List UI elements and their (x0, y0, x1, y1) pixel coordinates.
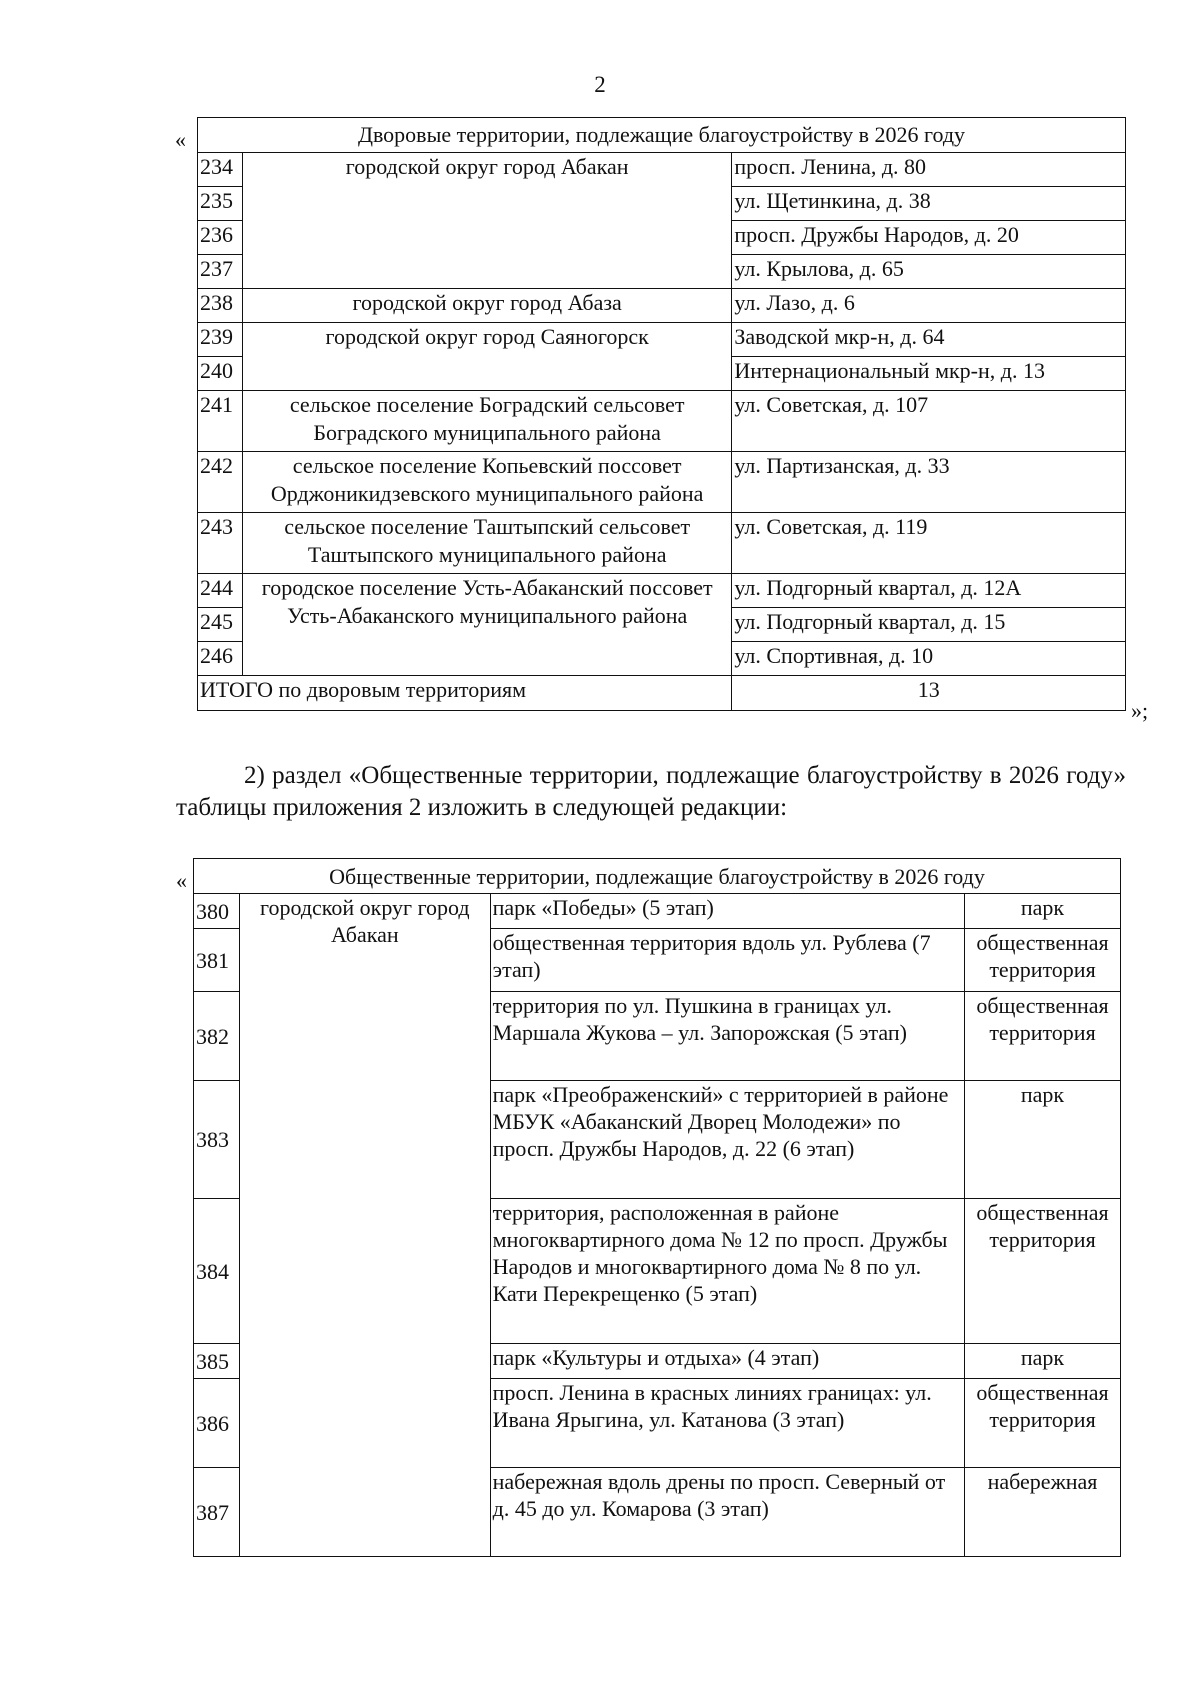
table-row (198, 452, 1126, 513)
row-number: 246 (198, 642, 243, 676)
total-value: 13 (732, 676, 1126, 711)
table-row (198, 153, 1126, 187)
municipality-cell: сельское поселение Копьевский поссовет Орджоникидзевского муниципального района (242, 452, 731, 513)
address-cell: просп. Дружбы Народов, д. 20 (732, 221, 1126, 255)
row-number: 239 (198, 323, 243, 357)
address-cell: ул. Щетинкина, д. 38 (732, 187, 1126, 221)
address-cell: ул. Советская, д. 107 (732, 391, 1126, 452)
territory-name: территория по ул. Пушкина в границах ул. Маршала Жукова – ул. Запорожская (5 этап) (490, 992, 964, 1081)
page-number: 2 (594, 72, 606, 97)
row-number: 243 (198, 513, 243, 574)
table-row (198, 513, 1126, 574)
row-number: 242 (198, 452, 243, 513)
territory-type: общественная территория (965, 1379, 1121, 1468)
row-number: 387 (194, 1468, 240, 1557)
territory-name: общественная территория вдоль ул. Рублева (7 этап) (490, 929, 964, 992)
address-cell: просп. Ленина, д. 80 (732, 153, 1126, 187)
total-row (198, 676, 1126, 711)
territory-type: общественная территория (965, 992, 1121, 1081)
total-label: ИТОГО по дворовым территориям (198, 676, 732, 711)
table-row (198, 574, 1126, 608)
table-header-row (198, 118, 1126, 153)
row-number: 245 (198, 608, 243, 642)
row-number: 384 (194, 1199, 240, 1344)
row-number: 236 (198, 221, 243, 255)
row-number: 386 (194, 1379, 240, 1468)
row-number: 383 (194, 1081, 240, 1199)
row-number: 244 (198, 574, 243, 608)
territory-name: парк «Победы» (5 этап) (490, 894, 964, 929)
table-header-row (194, 859, 1121, 894)
territory-name: парк «Преображенский» с территорией в районе МБУК «Абаканский Дворец Молодежи» по просп. Дружбы Народов, д. 22 (6 этап) (490, 1081, 964, 1199)
table-row (198, 391, 1126, 452)
row-number: 381 (194, 929, 240, 992)
public-header: Общественные территории, подлежащие благоустройству в 2026 году (194, 859, 1121, 894)
territory-type: набережная (965, 1468, 1121, 1557)
territory-type: общественная территория (965, 1199, 1121, 1344)
row-number: 235 (198, 187, 243, 221)
territory-name: набережная вдоль дрены по просп. Северный от д. 45 до ул. Комарова (3 этап) (490, 1468, 964, 1557)
row-number: 234 (198, 153, 243, 187)
table-row (198, 289, 1126, 323)
address-cell: Заводской мкр-н, д. 64 (732, 323, 1126, 357)
address-cell: ул. Подгорный квартал, д. 12А (732, 574, 1126, 608)
territory-name: парк «Культуры и отдыха» (4 этап) (490, 1344, 964, 1379)
address-cell: ул. Советская, д. 119 (732, 513, 1126, 574)
territory-type: парк (965, 894, 1121, 929)
public-territories-table (193, 858, 1121, 1557)
municipality-cell: городской округ город Абаза (242, 289, 731, 323)
address-cell: ул. Крылова, д. 65 (732, 255, 1126, 289)
municipality-cell: городской округ город Саяногорск (242, 323, 731, 391)
table-row (198, 323, 1126, 357)
courtyard-table (197, 117, 1126, 711)
address-cell: ул. Спортивная, д. 10 (732, 642, 1126, 676)
municipality-cell: городской округ город Абакан (239, 894, 490, 1557)
territory-type: общественная территория (965, 929, 1121, 992)
municipality-cell: сельское поселение Таштыпский сельсовет Таштыпского муниципального района (242, 513, 731, 574)
territory-type: парк (965, 1081, 1121, 1199)
row-number: 380 (194, 894, 240, 929)
row-number: 382 (194, 992, 240, 1081)
municipality-cell: городской округ город Абакан (242, 153, 731, 289)
address-cell: ул. Подгорный квартал, д. 15 (732, 608, 1126, 642)
quote-open-1: « (175, 127, 186, 152)
territory-name: просп. Ленина в красных линиях границах: ул. Ивана Ярыгина, ул. Катанова (3 этап) (490, 1379, 964, 1468)
territory-type: парк (965, 1344, 1121, 1379)
row-number: 241 (198, 391, 243, 452)
row-number: 237 (198, 255, 243, 289)
quote-close-1: »; (1131, 698, 1149, 723)
municipality-cell: городское поселение Усть-Абаканский поссовет Усть-Абаканского муниципального района (242, 574, 731, 676)
territory-name: территория, расположенная в районе многоквартирного дома № 12 по просп. Дружбы Народов и многоквартирного дома № 8 по ул. Кати Перекрещенко (5 этап) (490, 1199, 964, 1344)
row-number: 240 (198, 357, 243, 391)
quote-open-2: « (176, 868, 187, 893)
amendment-paragraph: 2) раздел «Общественные территории, подлежащие благоустройству в 2026 году» таблицы приложения 2 изложить в следующей редакции: (176, 762, 1126, 821)
courtyard-header: Дворовые территории, подлежащие благоустройству в 2026 году (198, 118, 1126, 153)
row-number: 385 (194, 1344, 240, 1379)
municipality-cell: сельское поселение Боградский сельсовет Боградского муниципального района (242, 391, 731, 452)
table-row (194, 894, 1121, 929)
address-cell: ул. Партизанская, д. 33 (732, 452, 1126, 513)
address-cell: ул. Лазо, д. 6 (732, 289, 1126, 323)
row-number: 238 (198, 289, 243, 323)
address-cell: Интернациональный мкр-н, д. 13 (732, 357, 1126, 391)
